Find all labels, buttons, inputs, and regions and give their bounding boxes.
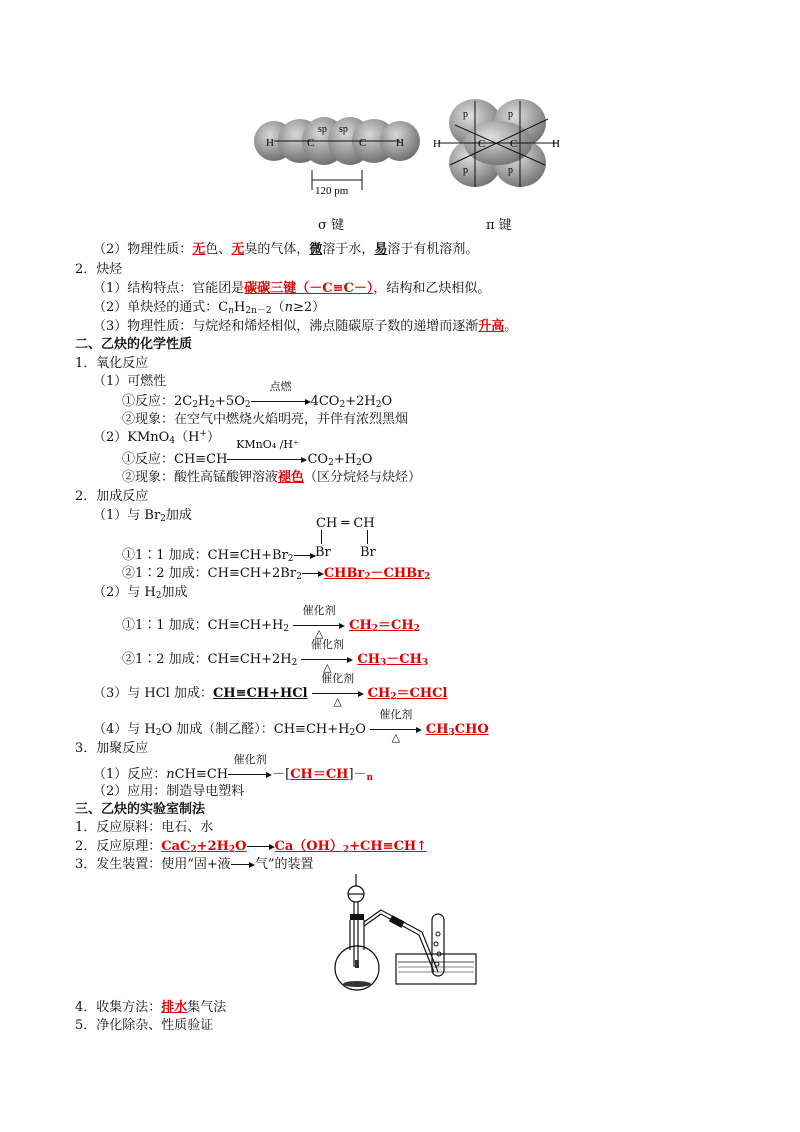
line-h2o-addition: （4）与 $H_2O$ 加成（制乙醛）：$CH\equiv CH+H_2O$ 催化剂 △ $CH_3CHO$ [93, 708, 489, 744]
line-combustion-reaction: ①反应：$2C_2H_2+5O_2$ 点燃 $4CO_2+2H_2O$ [122, 380, 393, 410]
line-h2-1-1: ①1∶1 加成：$CH\equiv CH+H_2$ 催化剂 △ $CH_2=CH_2$ [122, 604, 420, 640]
sigma-c2: C [359, 137, 367, 149]
sigma-h-left: H [266, 137, 274, 149]
reaction-arrow: 催化剂 △ [312, 686, 364, 702]
line-hcl-addition: （3）与 HCl 加成：CH≡CH+HCl 催化剂 △ $CH_2=CHCl$ [93, 672, 448, 708]
sigma-bond-length: 120 pm [315, 185, 349, 197]
pi-caption: π 键 [486, 218, 512, 233]
reaction-arrow: 催化剂 △ [370, 722, 422, 738]
pi-p-label: p [508, 165, 513, 176]
heading-combustion: （1）可燃性 [93, 374, 167, 389]
line-physical-properties: （2）物理性质：无色、无臭的气体，微溶于水，易溶于有机溶剂。 [93, 242, 479, 257]
pi-c2: C [510, 138, 518, 150]
line-apparatus: 3．发生装置：使用“固+液 气”的装置 [75, 857, 314, 872]
line-physical-trend: （3）物理性质：与烷烃和烯烃相似，沸点随碳原子数的递增而逐渐升高。 [93, 319, 518, 334]
line-collection-method: 4．收集方法：排水集气法 [75, 1000, 227, 1015]
line-kmno4-phenomenon: ②现象：酸性高锰酸钾溶液褪色（区分烷烃与炔烃） [122, 470, 422, 485]
line-structure: （1）结构特点：官能团是碳碳三键（－C≡C－），结构和乙炔相似。 [93, 281, 491, 296]
sigma-sp1: sp [318, 124, 327, 135]
section-lab-preparation: 三、乙炔的实验室制法 [75, 802, 206, 817]
reaction-arrow [231, 857, 255, 873]
line-h2-1-2: ②1∶2 加成：$CH\equiv CH+2H_2$ 催化剂 △ $CH_3-CH_3$ [122, 638, 429, 674]
line-br2-1-1: ①1∶1 加成：$CH\equiv CH+Br_2$ [122, 548, 316, 564]
heading-polymerization: 3．加聚反应 [75, 741, 149, 756]
reaction-arrow [302, 566, 324, 582]
heading-alkynes: 2．炔烃 [75, 262, 123, 277]
line-general-formula: （2）单炔烃的通式：$C_nH_{2n-2}(n\ge 2)$ [93, 300, 326, 316]
reaction-arrow: 催化剂 △ [301, 652, 353, 668]
sigma-sp2: sp [339, 124, 348, 135]
dibromoethene-bond-right [367, 530, 368, 544]
reaction-arrow: 催化剂 [228, 767, 272, 783]
heading-kmno4: （2）KMnO$_4$（H+） [93, 429, 220, 446]
acetylene-pi-model [430, 95, 570, 195]
pi-h-right: H [552, 138, 560, 150]
pi-c1: C [478, 138, 486, 150]
acetylene-generation-apparatus [326, 872, 486, 996]
line-purification: 5．净化除杂、性质验证 [75, 1018, 214, 1033]
dibromoethene-bond-left [321, 530, 322, 544]
reaction-arrow: 催化剂 △ [293, 618, 345, 634]
pi-h-left: H [433, 138, 441, 150]
line-raw-materials: 1．反应原料：电石、水 [75, 820, 214, 835]
pi-p-label: p [463, 165, 468, 176]
heading-oxidation: 1．氧化反应 [75, 356, 149, 371]
heading-addition: 2．加成反应 [75, 489, 149, 504]
reaction-arrow: 点燃 [251, 394, 311, 410]
line-reaction-principle: 2．反应原理：$CaC_2+2H_2O$ $Ca(OH)_2+CH\equiv CH↑$ [75, 839, 428, 855]
line-polymerization-reaction: （1）反应：nCH≡CH 催化剂 $-[CH=CH]-_n$ [93, 753, 374, 783]
reaction-arrow [294, 548, 316, 564]
reaction-arrow: KMnO₄ /H⁺ [227, 452, 307, 468]
pi-p-label: p [463, 109, 468, 120]
dibromoethene-br-right: Br [360, 545, 376, 560]
dibromoethene-structure-top: CH ═ CH [316, 516, 375, 531]
line-polymer-application: （2）应用：制造导电塑料 [93, 784, 245, 799]
dibromoethene-br-left: Br [315, 545, 331, 560]
sigma-caption: σ 键 [318, 218, 345, 233]
line-combustion-phenomenon: ②现象：在空气中燃烧火焰明亮，并伴有浓烈黑烟 [122, 412, 409, 427]
sigma-h-right: H [396, 137, 404, 149]
heading-h2-addition: （2）与 $H_2$加成 [93, 585, 188, 601]
sigma-c1: C [307, 137, 315, 149]
pi-p-label: p [508, 109, 513, 120]
line-br2-1-2: ②1∶2 加成：$CH\equiv CH+2Br_2$ CHBr$_2$－CHBr$_2$ [122, 566, 431, 582]
acetylene-sigma-model [252, 108, 422, 198]
section-chemical-properties: 二、乙炔的化学性质 [75, 337, 193, 352]
line-kmno4-reaction: ①反应：CH≡CH KMnO₄ /H⁺ $CO_2+H_2O$ [122, 438, 373, 468]
heading-br2-addition: （1）与 $Br_2$加成 [93, 508, 192, 524]
reaction-arrow [247, 839, 275, 855]
